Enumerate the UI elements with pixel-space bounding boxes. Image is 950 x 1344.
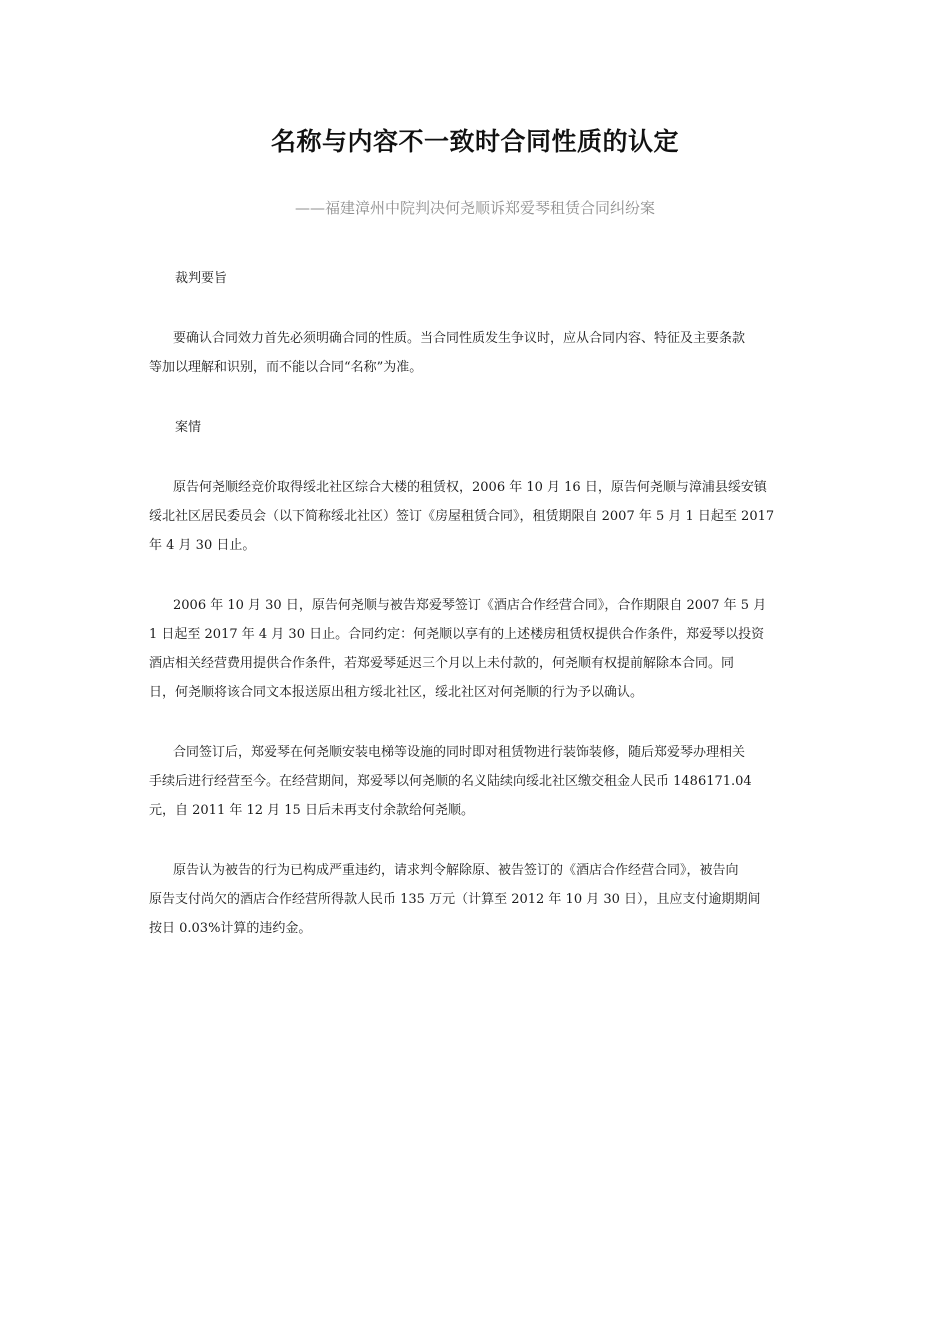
document-body <box>149 264 801 943</box>
page-subtitle: ——福建漳州中院判决何尧顺诉郑爱琴租赁合同纠纷案 <box>294 199 655 217</box>
paragraph-line: 日，何尧顺将该合同文本报送原出租方绥北社区，绥北社区对何尧顺的行为予以确认。 <box>149 685 644 700</box>
paragraph-line: 元，自 2011 年 12 月 15 日后未再支付余款给何尧顺。 <box>149 803 474 818</box>
paragraph-line: 原告支付尚欠的酒店合作经营所得款人民币 135 万元（计算至 2012 年 10 月 30 日），且应支付逾期期间 <box>149 892 761 907</box>
paragraph-line: 2006 年 10 月 30 日，原告何尧顺与被告郑爱琴签订《酒店合作经营合同》，合作期限自 2007 年 5 月 <box>173 598 767 613</box>
section-heading-ruling: 裁判要旨 <box>175 271 228 286</box>
paragraph-line: 年 4 月 30 日止。 <box>149 538 256 553</box>
section-heading-case: 案情 <box>175 420 202 435</box>
paragraph-line: 合同签订后，郑爱琴在何尧顺安装电梯等设施的同时即对租赁物进行装饰装修，随后郑爱琴办理相关 <box>173 745 746 760</box>
page-title: 名称与内容不一致时合同性质的认定 <box>270 127 679 156</box>
case-paragraph-1 <box>149 473 801 560</box>
paragraph-line: 原告何尧顺经竞价取得绥北社区综合大楼的租赁权，2006 年 10 月 16 日，原告何尧顺与漳浦县绥安镇 <box>173 480 767 495</box>
paragraph-line: 1 日起至 2017 年 4 月 30 日止。合同约定：何尧顺以享有的上述楼房租赁权提供合作条件，郑爱琴以投资 <box>149 627 765 642</box>
paragraph-line: 绥北社区居民委员会（以下简称绥北社区）签订《房屋租赁合同》，租赁期限自 2007 年 5 月 1 日起至 2017 <box>149 509 775 524</box>
ruling-paragraph <box>149 324 801 382</box>
ruling-line: 要确认合同效力首先必须明确合同的性质。当合同性质发生争议时，应从合同内容、特征及主要条款 <box>173 331 746 346</box>
paragraph-line: 原告认为被告的行为已构成严重违约，请求判令解除原、被告签订的《酒店合作经营合同》，被告向 <box>173 863 739 878</box>
case-paragraph-4 <box>149 856 801 943</box>
case-paragraph-3 <box>149 738 801 825</box>
paragraph-line: 酒店相关经营费用提供合作条件，若郑爱琴延迟三个月以上未付款的，何尧顺有权提前解除本合同。同 <box>149 656 735 671</box>
paragraph-line: 按日 0.03%计算的违约金。 <box>149 921 312 936</box>
ruling-line: 等加以理解和识别，而不能以合同“名称”为准。 <box>149 360 423 375</box>
case-paragraph-2 <box>149 591 801 707</box>
paragraph-line: 手续后进行经营至今。在经营期间，郑爱琴以何尧顺的名义陆续向绥北社区缴交租金人民币 1486171.04 <box>149 774 752 789</box>
